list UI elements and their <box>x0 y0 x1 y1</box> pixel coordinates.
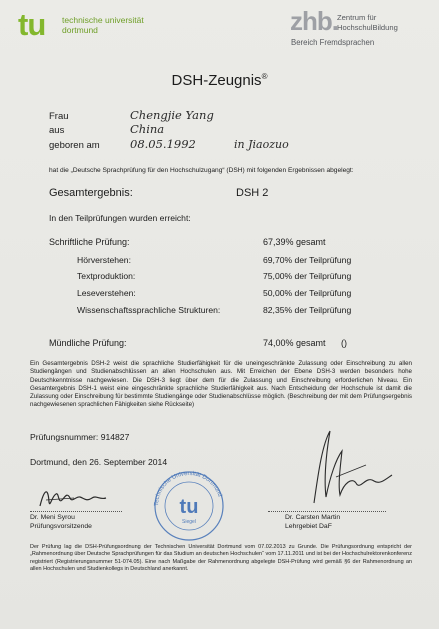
document-title <box>0 72 439 89</box>
registered-mark: ® <box>261 72 268 81</box>
seal-center: tu <box>179 496 199 518</box>
oral-label: Mündliche Prüfung: <box>49 338 127 348</box>
title-text: DSH-Zeugnis <box>171 72 262 89</box>
subtest-value: 82,35% der Teilprüfung <box>263 305 352 315</box>
zhb-name-line1: Zentrum für <box>337 13 377 22</box>
place-date: Dortmund, den 26. September 2014 <box>30 457 168 467</box>
subtest-label: Leseverstehen: <box>77 288 136 298</box>
signature-left-image <box>34 478 124 514</box>
person-birthplace: in Jiaozuo <box>234 138 289 151</box>
overall-label: Gesamtergebnis: <box>49 187 133 199</box>
explanation-paragraph: Ein Gesamtergebnis DSH-2 weist die sprachliche Studierfähigkeit für die uneingeschränkte Zulassung oder Einschreibung zu allen Studiengängen und Studienabschlüssen an allen Hochschulen aus. Mit Erreichen der Ebene DSH-3 werden besonders hohe Deutschkenntnisse nachgewiesen. Die DSH-3 liegt über dem für die Zulassung und Einschreibung erforderlichen Niveau. Ein Gesamtergebnis DSH-1 weist eine eingeschränkte sprachliche Studierfähigkeit aus. Nach Entscheidung der Hochschule ist damit die Zulassung oder Einschreibung für bestimmte Studiengänge oder Studienabschlüsse möglich. (Beschreibung der mit dem Prüfungsergebnis nachgewiesenen sprachlichen Fähigkeiten siehe Rückseite) <box>30 360 412 409</box>
tu-logo: tu <box>18 7 46 42</box>
seal-ring-path: Technische Universität Dortmund <box>153 470 223 507</box>
person-name: Chengjie Yang <box>130 108 214 122</box>
tu-name <box>62 15 144 35</box>
zhb-name <box>337 13 398 32</box>
oral-value: 74,00% gesamt <box>263 338 326 348</box>
signer-right-role: Lehrgebiet DaF <box>285 523 332 530</box>
intro-text: hat die „Deutsche Sprachprüfung für den Hochschulzugang“ (DSH) mit folgenden Ergebnissen abgelegt: <box>49 167 354 174</box>
seal-sub: Siegel <box>182 519 196 525</box>
signature-line-right <box>268 511 386 512</box>
written-label: Schriftliche Prüfung: <box>49 237 130 247</box>
written-value: 67,39% gesamt <box>263 237 326 247</box>
signature-right-image <box>296 425 396 509</box>
tu-name-line2: dortmund <box>62 25 98 35</box>
label-born: geboren am <box>49 140 100 151</box>
subtest-label: Wissenschaftssprachliche Strukturen: <box>77 305 221 315</box>
official-seal <box>148 468 230 542</box>
label-frau: Frau <box>49 111 69 122</box>
oral-note: () <box>341 338 347 348</box>
partial-intro: In den Teilprüfungen wurden erreicht: <box>49 213 191 223</box>
zhb-name-line2: HochschulBildung <box>337 22 398 32</box>
signer-right-name: Dr. Carsten Martin <box>285 514 341 521</box>
tu-name-line1: technische universität <box>62 15 144 25</box>
subtest-label: Hörverstehen: <box>77 255 131 265</box>
signer-left-name: Dr. Meni Syrou <box>30 514 75 521</box>
overall-value: DSH 2 <box>236 187 269 199</box>
subtest-value: 69,70% der Teilprüfung <box>263 255 352 265</box>
footer-note: Der Prüfung lag die DSH-Prüfungsordnung der Technischen Universität Dortmund vom 07.02.2013 zu Grunde. Die Prüfungsordnung entspricht der „Rahmenordnung über Deutsche Sprachprüfungen für das Studium an deutschen Hochschulen“ vom 17.11.2011 und ist bei der Hochschulrektorenkonferenz registriert (Registrierungsnummer 51-074.05). Eine nach Maßgabe der Rahmenordnung abgelegte DSH-Prüfung wird gemäß §6 der Rahmenordnung an allen Hochschulen und Studienkollegs in Deutschland anerkannt. <box>30 544 412 572</box>
signer-left-role: Prüfungsvorsitzende <box>30 523 92 530</box>
person-birthdate: 08.05.1992 <box>130 137 196 151</box>
subtest-label: Textproduktion: <box>77 271 136 281</box>
person-country: China <box>130 122 165 136</box>
zhb-logo: zhb. <box>290 6 338 36</box>
zhb-department: Bereich Fremdsprachen <box>291 38 375 47</box>
signature-line-left <box>30 511 122 512</box>
label-aus: aus <box>49 125 65 136</box>
subtest-value: 50,00% der Teilprüfung <box>263 288 352 298</box>
subtest-value: 75,00% der Teilprüfung <box>263 271 352 281</box>
exam-number: Prüfungsnummer: 914827 <box>30 432 130 442</box>
